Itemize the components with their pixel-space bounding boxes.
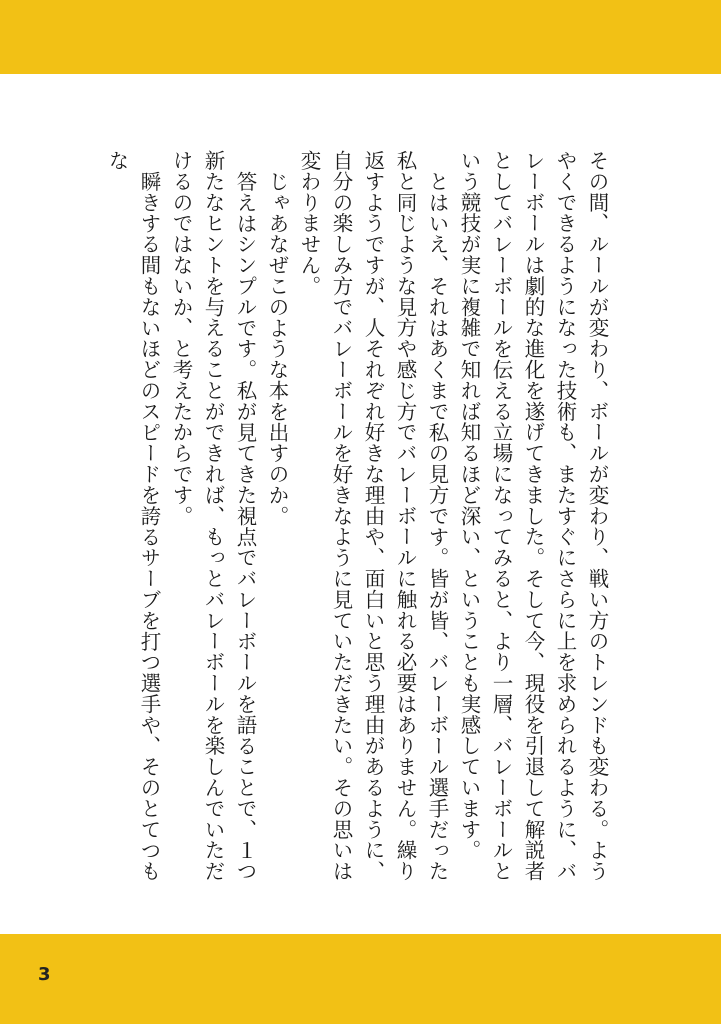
paragraph-3: じゃあなぜこのような本を出すのか。 bbox=[265, 170, 289, 526]
paragraph-1: その間、ルールが変わり、ボールが変わり、戦い方のトレンドも変わる。ようやくできるようになった技術も、またすぐにさらに上を求められるように、バレーボールは劇的な進化を遂げてきました。そして今、現役を引退して解説者としてバレーボールを伝える立場になってみると、より一層、バレーボールという競技が実に複雑で知れば知るほど深い、ということも実感しています。 bbox=[457, 150, 609, 882]
paragraph-2: とはいえ、それはあくまで私の見方です。皆が皆、バレーボール選手だった私と同じような見方や感じ方でバレーボールに触れる必要はありません。繰り返すようですが、人それぞれ好きな理由や、面白いと思う理由があるように、自分の楽しみ方でバレーボールを好きなように見ていただきたい。その思いは変わりません。 bbox=[297, 150, 449, 882]
page-number: 3 bbox=[38, 964, 51, 985]
footer-band bbox=[0, 934, 721, 1024]
paragraph-5: 瞬きする間もないほどのスピードを誇るサーブを打つ選手や、そのとてつもな bbox=[105, 150, 161, 882]
vertical-body-text bbox=[105, 150, 613, 885]
header-band bbox=[0, 0, 721, 74]
paragraph-4: 答えはシンプルです。私が見てきた視点でバレーボールを語ることで、１つ新たなヒントを与えることができれば、もっとバレーボールを楽しんでいただけるのではないか、と考えたからです。 bbox=[169, 150, 257, 882]
